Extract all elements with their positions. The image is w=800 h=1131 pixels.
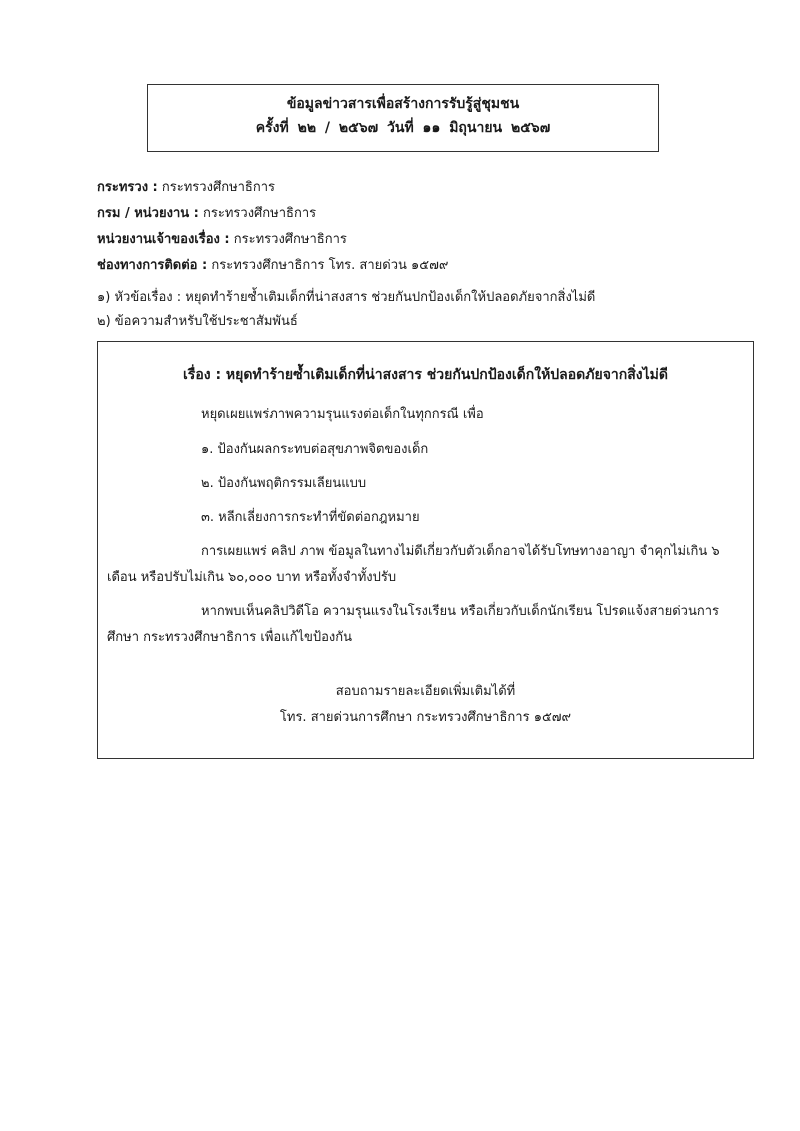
message-penalty: การเผยแพร่ คลิป ภาพ ข้อมูลในทางไม่ดีเกี่ยวกับตัวเด็กอาจได้รับโทษทางอาญา จำคุกไม่เกิน ๖ เดือน หรือปรับไม่เกิน ๖๐,๐๐๐ บาท หรือทั้งจำทั้งปรับ	[107, 544, 720, 585]
message-title: เรื่อง : หยุดทำร้ายซ้ำเติมเด็กที่น่าสงสาร ช่วยกันปกป้องเด็กให้ปลอดภัยจากสิ่งไม่ดี	[183, 367, 668, 383]
message-box	[97, 341, 754, 759]
topic-message-label: ๒) ข้อความสำหรับใช้ประชาสัมพันธ์	[97, 314, 298, 329]
meta-label: หน่วยงานเจ้าของเรื่อง :	[97, 232, 230, 247]
meta-owner	[97, 230, 757, 256]
meta-value: กระทรวงศึกษาธิการ โทร. สายด่วน ๑๕๗๙	[211, 258, 449, 273]
meta-value: กระทรวงศึกษาธิการ	[233, 232, 347, 247]
meta-info	[97, 178, 757, 282]
meta-label: กระทรวง :	[97, 180, 158, 195]
contact-line-1: สอบถามรายละเอียดเพิ่มเติมได้ที่	[335, 684, 516, 699]
meta-label: กรม / หน่วยงาน :	[97, 206, 199, 221]
message-intro: หยุดเผยแพร่ภาพความรุนแรงต่อเด็กในทุกกรณี เพื่อ	[201, 407, 484, 422]
message-report: หากพบเห็นคลิปวิดีโอ ความรุนแรงในโรงเรียน หรือเกี่ยวกับเด็กนักเรียน โปรดแจ้งสายด่วนการศึกษา กระทรวงศึกษาธิการ เพื่อแก้ไขป้องกัน	[107, 604, 720, 645]
meta-ministry	[97, 178, 757, 204]
contact-line-2: โทร. สายด่วนการศึกษา กระทรวงศึกษาธิการ ๑๕๗๙	[279, 710, 572, 725]
message-point-2: ๒. ป้องกันพฤติกรรมเลียนแบบ	[201, 476, 367, 491]
topic-heading: ๑) หัวข้อเรื่อง : หยุดทำร้ายซ้ำเติมเด็กที่น่าสงสาร ช่วยกันปกป้องเด็กให้ปลอดภัยจากสิ่งไม่ดี	[97, 290, 596, 305]
message-point-3: ๓. หลีกเลี่ยงการกระทำที่ขัดต่อกฎหมาย	[201, 510, 420, 525]
meta-label: ช่องทางการติดต่อ :	[97, 258, 208, 273]
topic-list	[97, 288, 757, 336]
document-title-box	[147, 84, 659, 152]
meta-contact	[97, 256, 757, 282]
meta-value: กระทรวงศึกษาธิการ	[161, 180, 276, 195]
document-issue-date: ครั้งที่ ๒๒ / ๒๕๖๗ วันที่ ๑๑ มิถุนายน ๒๕๖๗	[255, 120, 551, 136]
document-title: ข้อมูลข่าวสารเพื่อสร้างการรับรู้สู่ชุมชน	[286, 96, 520, 112]
meta-department	[97, 204, 757, 230]
meta-value: กระทรวงศึกษาธิการ	[203, 206, 317, 221]
message-point-1: ๑. ป้องกันผลกระทบต่อสุขภาพจิตของเด็ก	[201, 442, 429, 457]
